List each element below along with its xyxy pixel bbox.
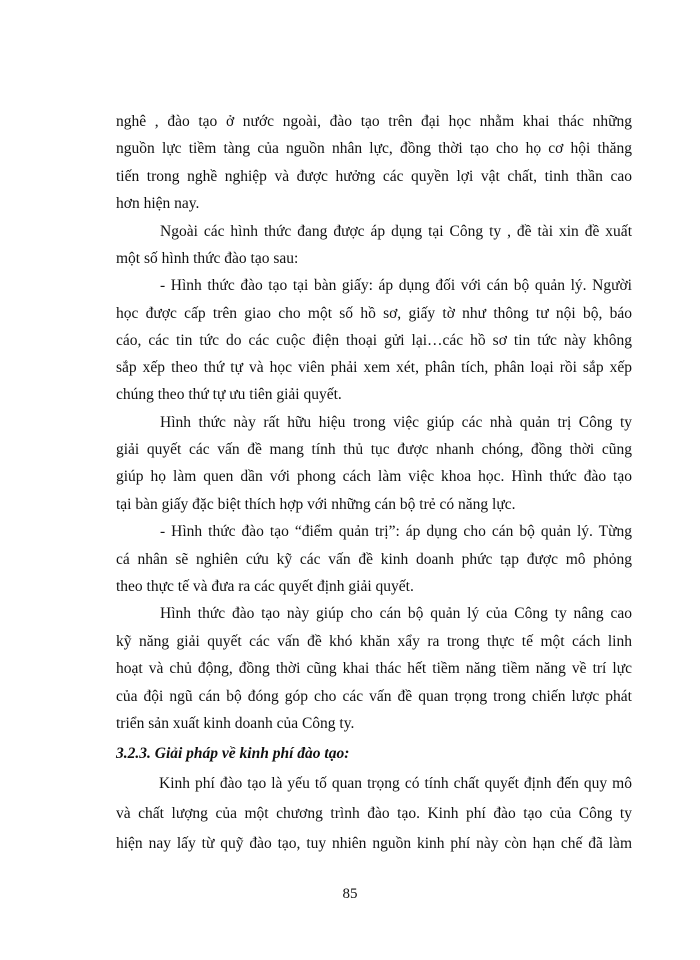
paragraph-line: Ngoài các hình thức đang được áp dụng tại Công ty , đề tài xin đề xuất (160, 223, 632, 240)
paragraph-line: cá nhân sẽ nghiên cứu kỹ các vấn đề kinh doanh phức tạp được mô phỏng (116, 551, 632, 568)
paragraph-line: hoạt và chủ động, đồng thời cũng khai thác hết tiềm năng tiềm năng về trí lực (116, 660, 632, 677)
paragraph-line: chúng theo thứ tự ưu tiên giải quyết. (116, 386, 342, 403)
paragraph-line: tại bàn giấy đặc biệt thích hợp với những cán bộ trẻ có năng lực. (116, 496, 516, 513)
paragraph-line: cáo, các tin tức do các cuộc điện thoại gửi lại…các hồ sơ tin tức này không (116, 332, 632, 349)
paragraph-line: giúp họ làm quen dần với phong cách làm việc khoa học. Hình thức đào tạo (116, 468, 632, 485)
paragraph-line: một số hình thức đào tạo sau: (116, 250, 299, 267)
paragraph-line: của đội ngũ cán bộ đóng góp cho các vấn đề quan trọng trong chiến lược phát (116, 688, 632, 705)
paragraph-line: theo thực tế và đưa ra các quyết định giải quyết. (116, 578, 414, 595)
paragraph-line: hiện nay lấy từ quỹ đào tạo, tuy nhiên nguồn kinh phí này còn hạn chế đã làm (116, 835, 632, 852)
paragraph-line: tiến trong nghề nghiệp và được hưởng các quyền lợi vật chất, tinh thần cao (116, 168, 632, 185)
section-heading: 3.2.3. Giải pháp về kinh phí đào tạo: (116, 745, 350, 762)
paragraph-line: nghê , đào tạo ở nước ngoài, đào tạo trên đại học nhằm khai thác những (116, 113, 632, 130)
paragraph-line: học được cấp trên giao cho một số hồ sơ, giấy tờ như thông tư nội bộ, báo (116, 305, 632, 322)
paragraph-line: sắp xếp theo thứ tự và học viên phải xem xét, phân tích, phân loại rồi sắp xếp (116, 359, 632, 376)
paragraph-line: nguồn lực tiềm tàng của nguồn nhân lực, đồng thời tạo cho họ cơ hội thăng (116, 140, 632, 157)
paragraph-line: hơn hiện nay. (116, 195, 200, 212)
paragraph-line: Kinh phí đào tạo là yếu tố quan trọng có tính chất quyết định đến quy mô (159, 775, 632, 792)
bullet-line: - Hình thức đào tạo tại bàn giấy: áp dụng đối với cán bộ quản lý. Người (160, 277, 632, 294)
paragraph-line: kỹ năng giải quyết các vấn đề khó khăn xẩy ra trong thực tế một cách linh (116, 633, 632, 650)
paragraph-line: giải quyết các vấn đề mang tính thủ tục được nhanh chóng, đồng thời cũng (116, 441, 632, 458)
paragraph-line: triển sản xuất kinh doanh của Công ty. (116, 715, 355, 732)
bullet-line: - Hình thức đào tạo “điểm quản trị”: áp dụng cho cán bộ quản lý. Từng (160, 523, 632, 540)
paragraph-line: Hình thức này rất hữu hiệu trong việc giúp các nhà quản trị Công ty (160, 414, 632, 431)
paragraph-line: và chất lượng của một chương trình đào tạo. Kinh phí đào tạo của Công ty (116, 805, 632, 822)
paragraph-line: Hình thức đào tạo này giúp cho cán bộ quản lý của Công ty nâng cao (160, 605, 632, 622)
page-number: 85 (342, 886, 358, 902)
